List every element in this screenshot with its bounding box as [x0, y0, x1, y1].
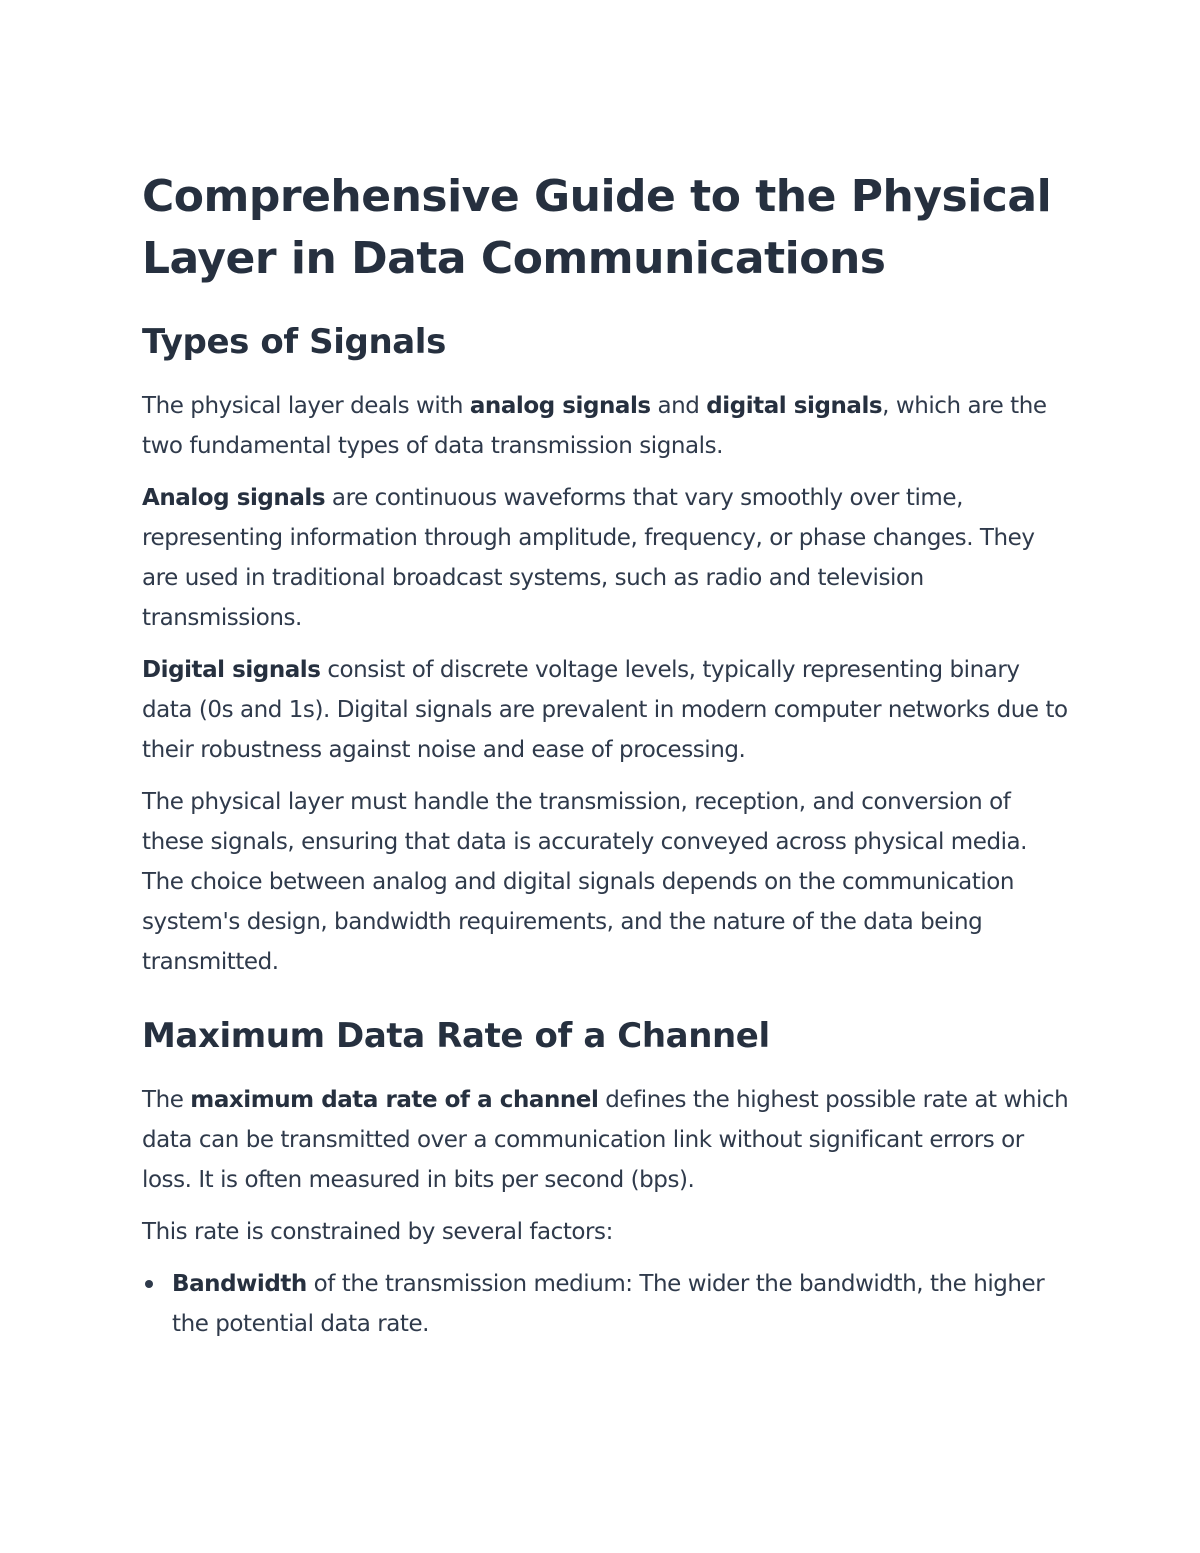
document-title: Comprehensive Guide to the Physical Layer in Data Communications: [142, 171, 1052, 284]
text-run: The physical layer deals with: [142, 393, 470, 419]
bold-term-maximum-data-rate: maximum data rate of a channel: [190, 1087, 599, 1113]
factors-list: [142, 1264, 1072, 1344]
document-page: [142, 166, 1072, 1344]
paragraph-physical-layer-handling: The physical layer must handle the transmission, reception, and conversion of these signals, ensuring that data is accurately conveyed across physical media. The choice between analog and digital signals depends on the communication system's design, bandwidth requirements, and the nature of the data being transmitted.: [142, 789, 1028, 975]
text-run: and: [650, 393, 707, 419]
paragraph-analog-signals: [142, 478, 1072, 638]
bold-term-bandwidth: Bandwidth: [172, 1271, 307, 1297]
text-run: , which are the two fundamental types of data transmission signals.: [142, 393, 1047, 459]
bold-term-digital-signals: Digital signals: [142, 657, 321, 683]
bold-term-analog-signals: analog signals: [469, 393, 651, 419]
text-run: are continuous waveforms that vary smoothly over time, representing information through amplitude, frequency, or phase changes. They are used in traditional broadcast systems, such as radio and television transmissions.: [142, 485, 1035, 631]
bullet-icon: [145, 1280, 153, 1288]
section-heading-maximum-data-rate: Maximum Data Rate of a Channel: [142, 1016, 770, 1056]
paragraph-digital-signals: [142, 650, 1072, 770]
list-item: [142, 1264, 1072, 1344]
text-run: consist of discrete voltage levels, typically representing binary data (0s and 1s). Digital signals are prevalent in modern computer networks due to their robustness against noise and ease of processing.: [142, 657, 1068, 763]
text-run: of the transmission medium: The wider the bandwidth, the higher the potential data rate.: [172, 1271, 1045, 1337]
text-run: defines the highest possible rate at which data can be transmitted over a communication link without significant errors or loss. It is often measured in bits per second (bps).: [142, 1087, 1069, 1193]
text-run: The: [142, 1087, 191, 1113]
bold-term-digital-signals: digital signals: [706, 393, 883, 419]
section-heading-types-of-signals: Types of Signals: [142, 322, 446, 362]
paragraph-max-data-rate: [142, 1080, 1072, 1200]
bold-term-analog-signals: Analog signals: [142, 485, 326, 511]
paragraph-signals-intro: [142, 386, 1072, 466]
paragraph-constraints-intro: This rate is constrained by several factors:: [142, 1219, 613, 1245]
